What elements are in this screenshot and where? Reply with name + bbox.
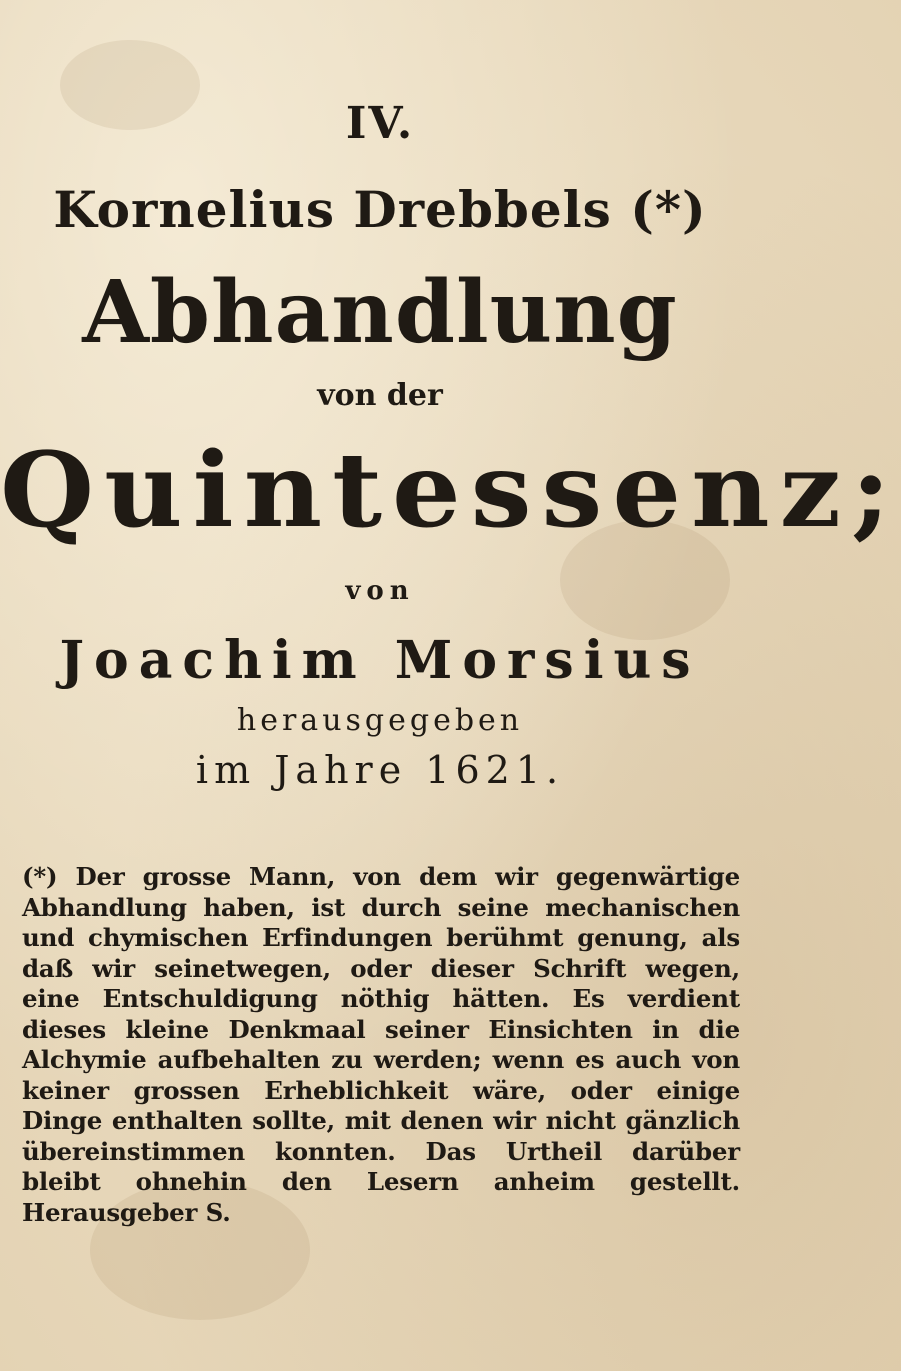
chapter-numeral: IV. <box>345 98 415 149</box>
preposition-von: von <box>345 576 415 606</box>
publication-year: im Jahre 1621. <box>195 748 565 792</box>
published-label: herausgegeben <box>236 703 524 738</box>
editor-name: Joachim Morsius <box>59 630 701 691</box>
work-title: Abhandlung <box>82 262 678 363</box>
author-name: Kornelius Drebbels (*) <box>53 180 707 239</box>
editor-footnote: (*) Der grosse Mann, von dem wir gegenwärtige Abhandlung haben, ist durch seine mechanischen und chymischen Erfindungen berühmt genung, als daß wir seinetwegen, oder dieser Schrift wegen, eine Entschuldigung nöthig hätten. Es verdient dieses kleine Denkmaal seiner Einsichten in die Alchymie aufbehalten zu werden; wenn es auch von keiner grossen Erheblichkeit wäre, oder einige Dinge enthalten sollte, mit denen wir nicht gänzlich übereinstimmen konnten. Das Urtheil darüber bleibt ohnehin den Lesern anheim gestellt. Herausgeber S. <box>22 862 740 1227</box>
subject-title: Quintessenz; <box>0 431 901 551</box>
preposition-von-der: von der <box>317 378 443 413</box>
